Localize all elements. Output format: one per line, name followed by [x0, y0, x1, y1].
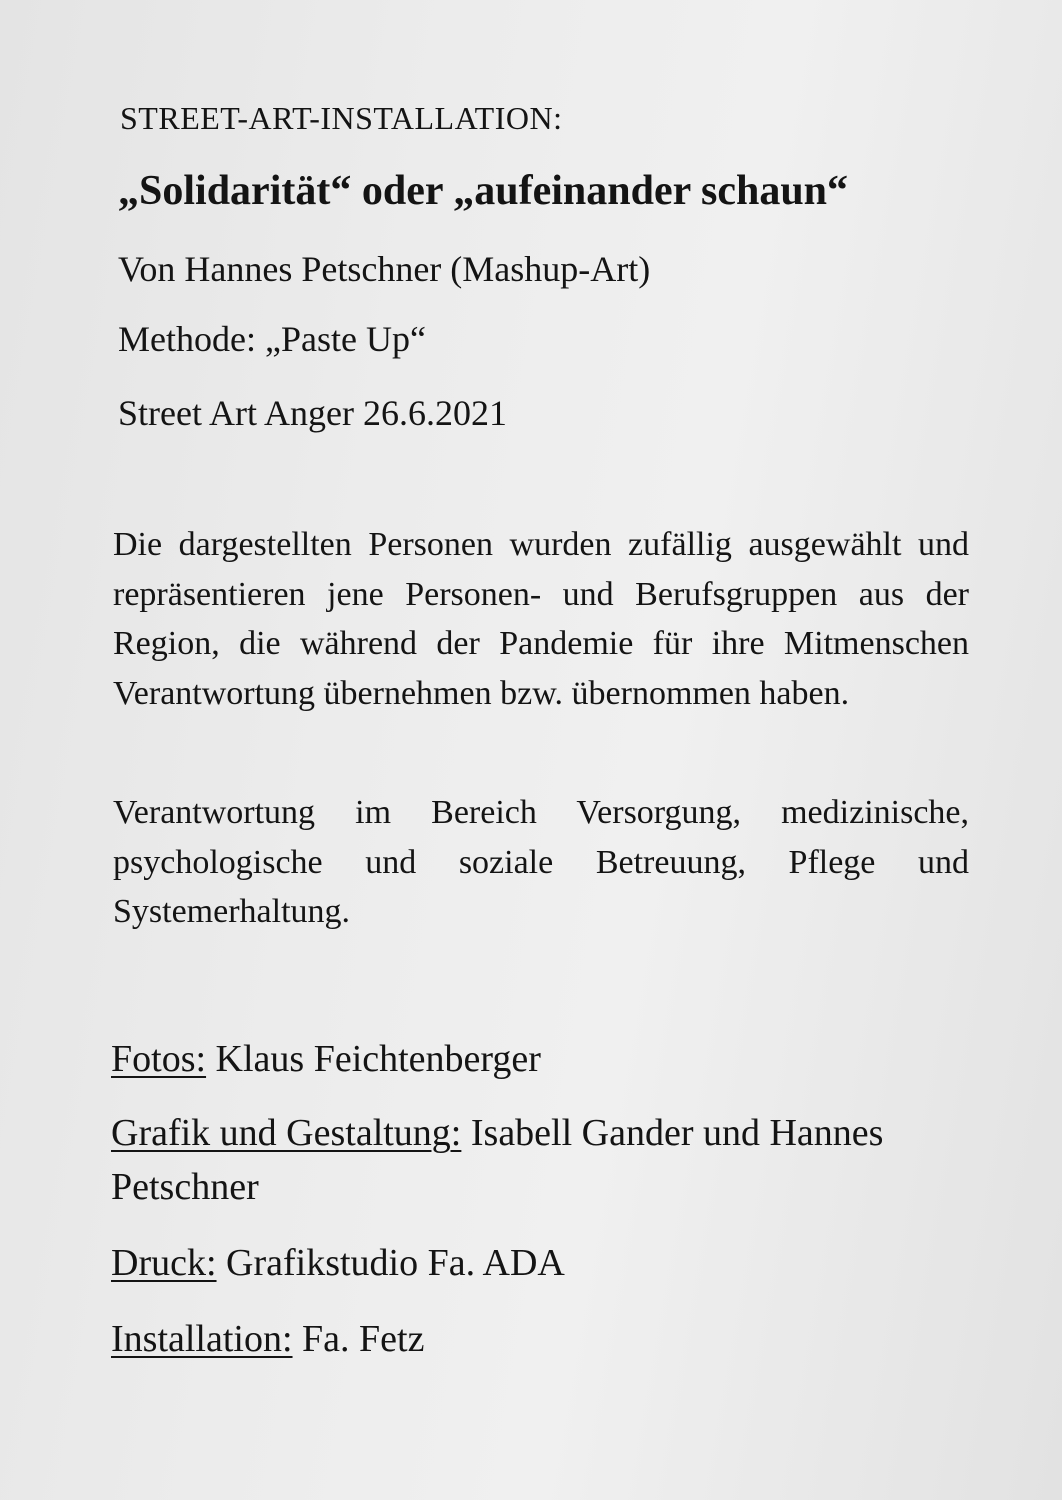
credit-installation: [111, 1312, 971, 1366]
credit-value: Grafikstudio Fa. ADA: [216, 1242, 565, 1284]
kicker-heading: STREET-ART-INSTALLATION:: [120, 100, 563, 136]
credit-photos: [111, 1032, 971, 1086]
credit-value: Fa. Fetz: [292, 1318, 425, 1360]
credit-print: [111, 1236, 971, 1290]
credit-label: Grafik und Gestaltung:: [111, 1112, 462, 1154]
author-line: Von Hannes Petschner (Mashup-Art): [118, 249, 651, 289]
page-title: „Solidarität“ oder „aufeinander schaun“: [118, 168, 849, 214]
credit-design: [111, 1106, 971, 1214]
credit-label: Fotos:: [111, 1038, 207, 1080]
body-paragraph-1: Die dargestellten Personen wurden zufällig ausgewählt und repräsentieren jene Personen- und Berufsgruppen aus der Region, die während der Pandemie für ihre Mitmenschen Verantwortung übernehmen bzw. übernommen haben.: [113, 526, 969, 712]
method-line: Methode: „Paste Up“: [118, 319, 426, 359]
credit-value: Isabell Gander und Hannes Petschner: [111, 1112, 884, 1208]
credit-label: Installation:: [111, 1318, 293, 1360]
credit-label: Druck:: [111, 1242, 217, 1284]
body-paragraph-2: Verantwortung im Bereich Versorgung, medizinische, psychologische und soziale Betreuung, Pflege und Systemerhaltung.: [113, 794, 969, 930]
credit-value: Klaus Feichtenberger: [206, 1038, 541, 1080]
place-date-line: Street Art Anger 26.6.2021: [118, 393, 507, 433]
